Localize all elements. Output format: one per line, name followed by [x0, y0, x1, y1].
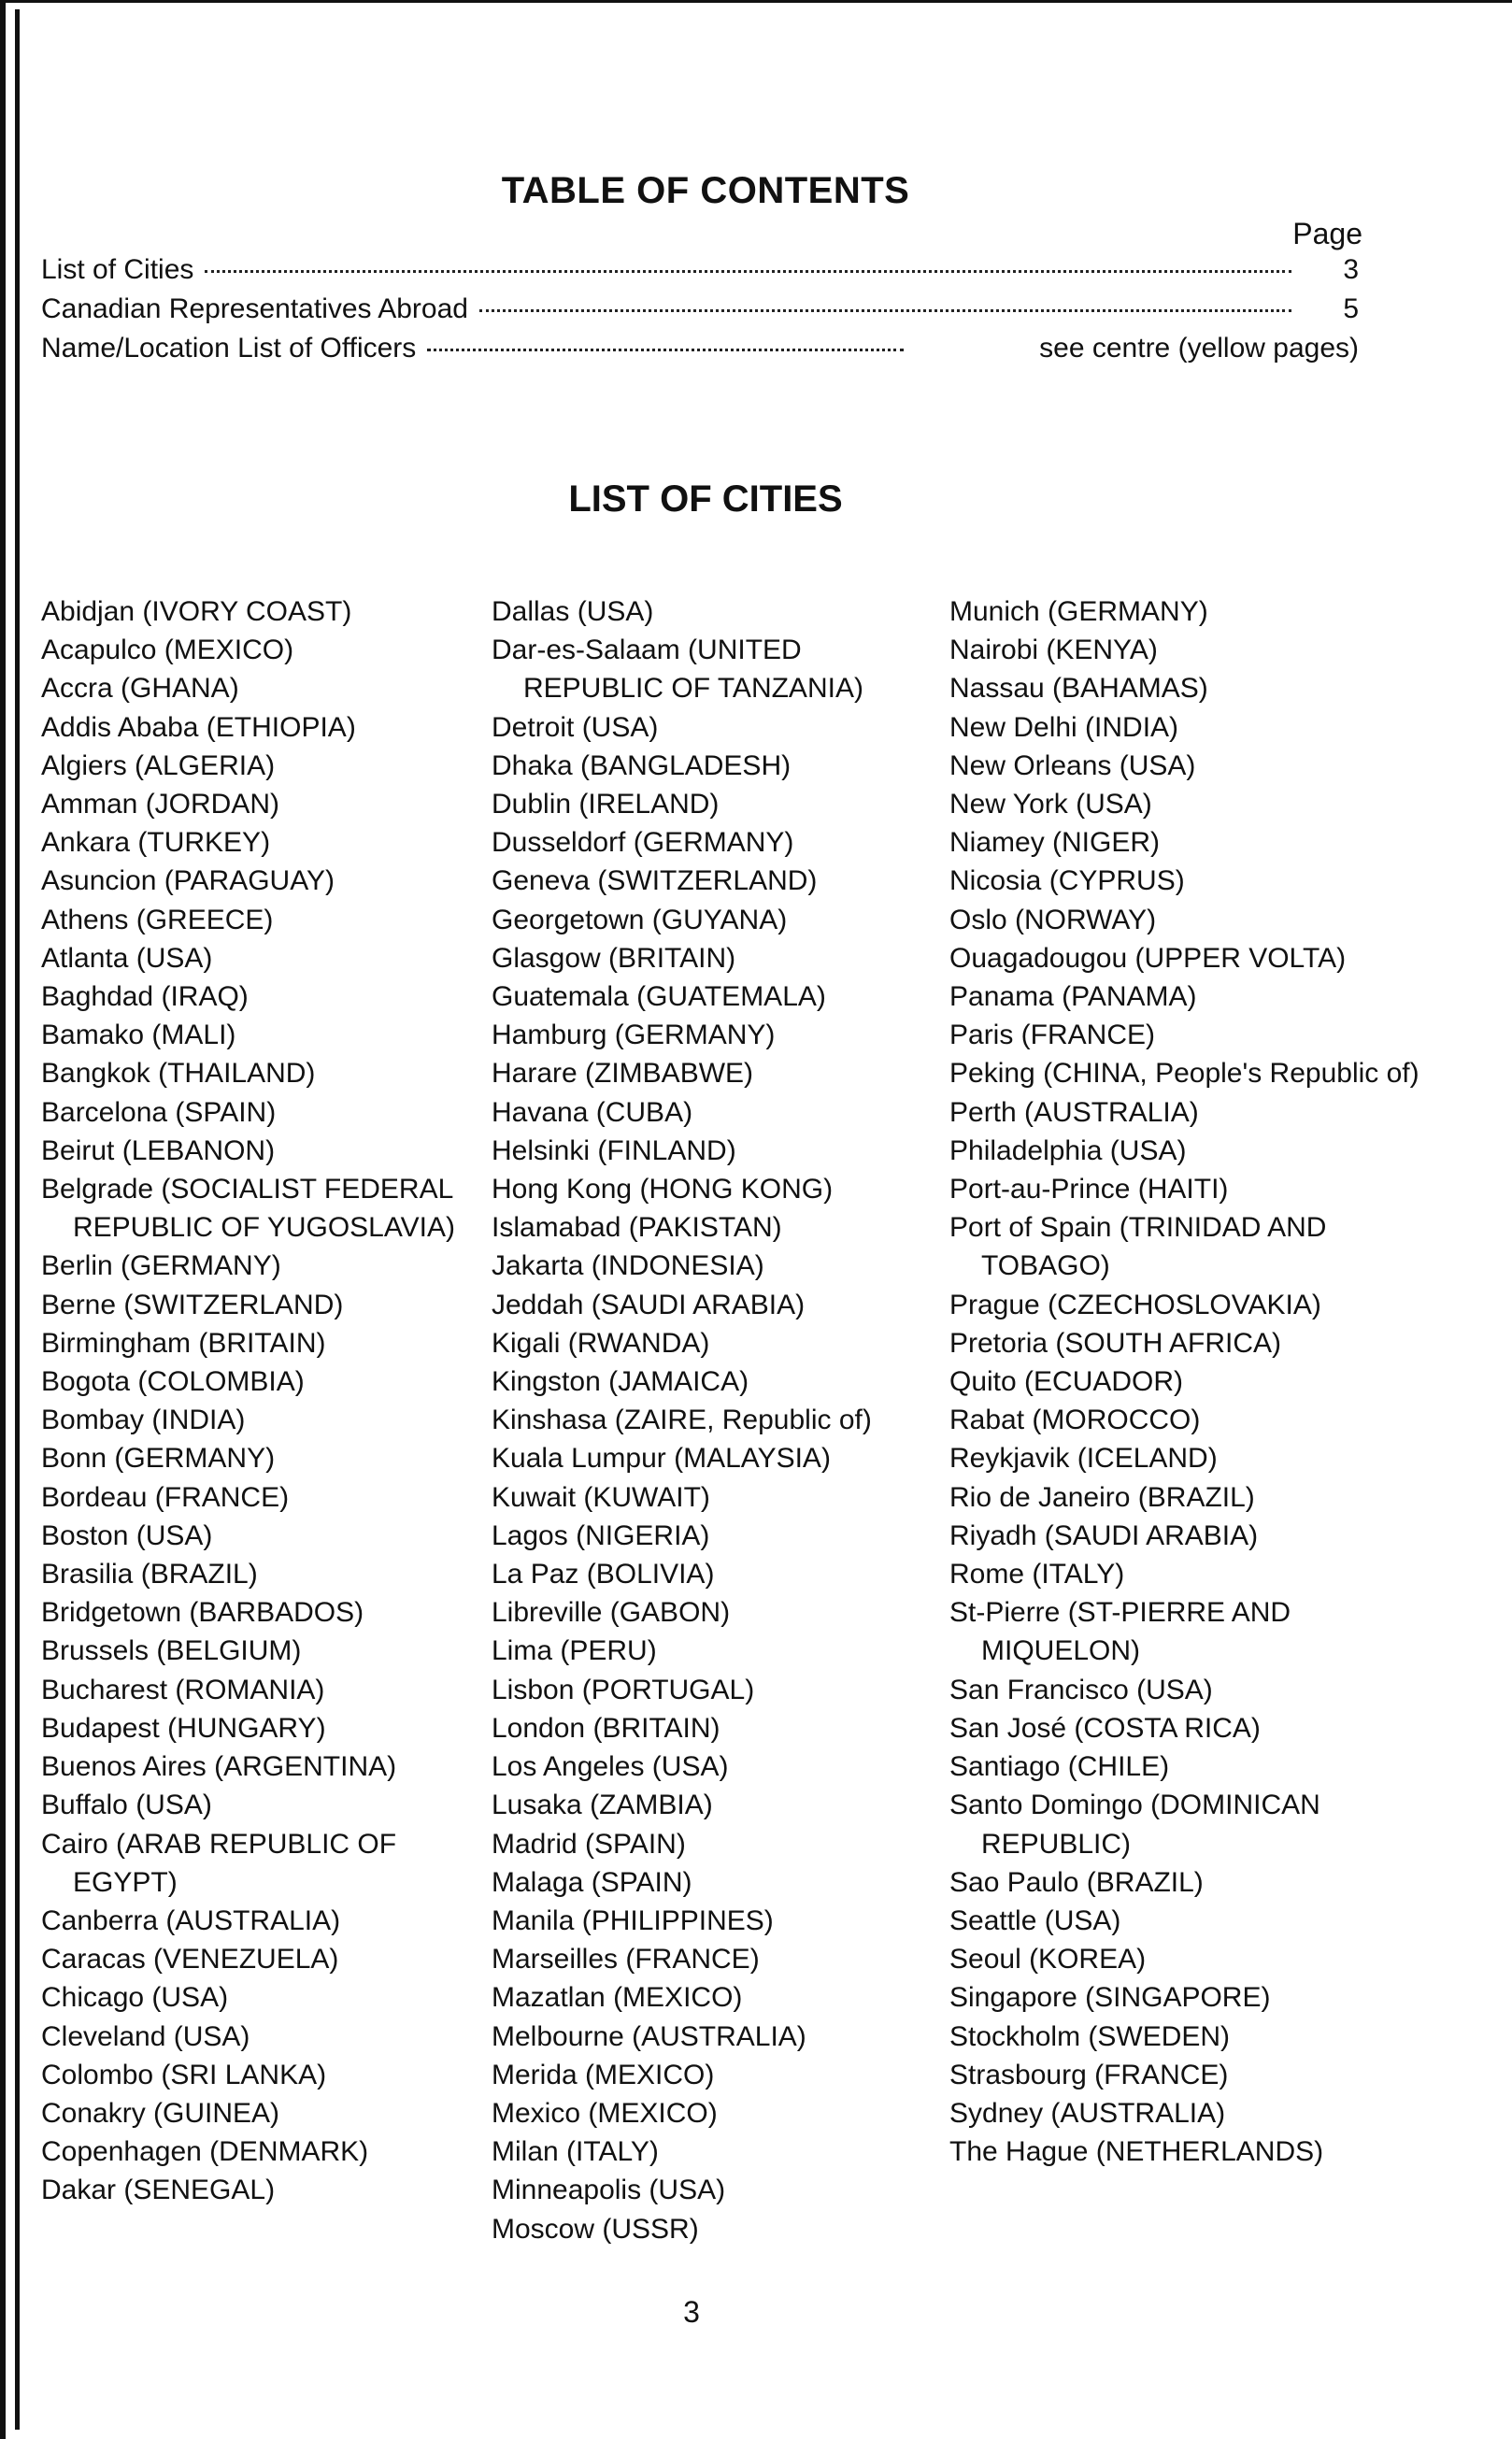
city-entry: Dar-es-Salaam (UNITED REPUBLIC OF TANZANIA): [492, 635, 863, 705]
city-entry: Beirut (LEBANON): [41, 1134, 276, 1166]
city-entry: Kingston (JAMAICA): [492, 1366, 749, 1398]
city-entry: Nassau (BAHAMAS): [949, 673, 1208, 705]
city-entry: Niamey (NIGER): [949, 827, 1161, 859]
city-entry: Dallas (USA): [492, 596, 654, 627]
city-entry: Acapulco (MEXICO): [41, 635, 294, 666]
city-entry: Ankara (TURKEY): [41, 827, 271, 859]
city-entry: Conakry (GUINEA): [41, 2097, 280, 2129]
city-entry: Mazatlan (MEXICO): [492, 1982, 743, 2014]
toc-item-label: List of Cities: [41, 254, 194, 285]
city-entry: Port of Spain (TRINIDAD AND TOBAGO): [949, 1212, 1327, 1282]
city-entry: Addis Ababa (ETHIOPIA): [41, 711, 356, 743]
page-number: 3: [683, 2295, 700, 2329]
city-entry: San Francisco (USA): [949, 1674, 1213, 1705]
city-entry: New Orleans (USA): [949, 749, 1196, 781]
city-entry: Mexico (MEXICO): [492, 2097, 718, 2129]
city-entry: Dakar (SENEGAL): [41, 2175, 276, 2206]
city-entry: Caracas (VENEZUELA): [41, 1944, 339, 1975]
page-top-edge: [0, 0, 1512, 3]
city-entry: Berne (SWITZERLAND): [41, 1289, 344, 1320]
city-entry: Seattle (USA): [949, 1904, 1121, 1936]
city-entry: The Hague (NETHERLANDS): [949, 2136, 1324, 2168]
city-entry: Quito (ECUADOR): [949, 1366, 1184, 1398]
city-entry: Panama (PANAMA): [949, 981, 1197, 1013]
city-entry: Bordeau (FRANCE): [41, 1481, 290, 1513]
city-entry: Hong Kong (HONG KONG): [492, 1174, 834, 1205]
city-entry: Bangkok (THAILAND): [41, 1058, 316, 1090]
city-entry: Minneapolis (USA): [492, 2175, 726, 2206]
city-entry: Bridgetown (BARBADOS): [41, 1597, 364, 1629]
city-entry: Boston (USA): [41, 1519, 213, 1551]
city-entry: Peking (CHINA, People's Republic of): [949, 1058, 1419, 1090]
city-entry: Buenos Aires (ARGENTINA): [41, 1751, 397, 1783]
city-entry: Lusaka (ZAMBIA): [492, 1790, 713, 1821]
city-entry: Rome (ITALY): [949, 1559, 1125, 1590]
city-entry: Libreville (GABON): [492, 1597, 731, 1629]
city-entry: Bombay (INDIA): [41, 1405, 246, 1436]
city-entry: Berlin (GERMANY): [41, 1250, 281, 1282]
toc-item: [41, 293, 1359, 333]
city-entry: Singapore (SINGAPORE): [949, 1982, 1271, 2014]
toc-leader-dots: [427, 349, 904, 351]
city-entry: Lagos (NIGERIA): [492, 1519, 710, 1551]
city-column-3: [949, 592, 1435, 2171]
city-entry: San José (COSTA RICA): [949, 1712, 1261, 1744]
city-entry: Melbourne (AUSTRALIA): [492, 2020, 806, 2052]
city-entry: Atlanta (USA): [41, 942, 213, 974]
city-entry: Athens (GREECE): [41, 904, 274, 935]
toc-page-heading: Page: [1292, 217, 1362, 250]
city-entry: Prague (CZECHOSLOVAKIA): [949, 1289, 1321, 1320]
city-entry: Geneva (SWITZERLAND): [492, 865, 818, 897]
city-entry: Madrid (SPAIN): [492, 1828, 686, 1860]
city-entry: Riyadh (SAUDI ARABIA): [949, 1519, 1259, 1551]
city-column-1: [41, 592, 480, 2210]
city-entry: Lima (PERU): [492, 1635, 657, 1667]
city-entry: Algiers (ALGERIA): [41, 749, 276, 781]
city-entry: Brussels (BELGIUM): [41, 1635, 302, 1667]
city-entry: Rabat (MOROCCO): [949, 1405, 1201, 1436]
toc-list: [41, 254, 1359, 372]
city-entry: Asuncion (PARAGUAY): [41, 865, 335, 897]
city-entry: Hamburg (GERMANY): [492, 1020, 776, 1051]
city-entry: Budapest (HUNGARY): [41, 1712, 326, 1744]
city-entry: Ouagadougou (UPPER VOLTA): [949, 942, 1347, 974]
city-entry: Pretoria (SOUTH AFRICA): [949, 1327, 1282, 1359]
city-entry: St-Pierre (ST-PIERRE AND MIQUELON): [949, 1597, 1291, 1667]
city-entry: Kinshasa (ZAIRE, Republic of): [492, 1405, 872, 1436]
city-column-2: [492, 592, 931, 2248]
city-entry: Perth (AUSTRALIA): [949, 1096, 1199, 1128]
city-entry: Helsinki (FINLAND): [492, 1134, 736, 1166]
city-entry: Lisbon (PORTUGAL): [492, 1674, 755, 1705]
city-entry: Santo Domingo (DOMINICAN REPUBLIC): [949, 1790, 1320, 1860]
toc-item: [41, 333, 1359, 372]
city-entry: Reykjavik (ICELAND): [949, 1443, 1218, 1475]
city-entry: Birmingham (BRITAIN): [41, 1327, 326, 1359]
city-entry: Abidjan (IVORY COAST): [41, 596, 352, 627]
city-entry: Copenhagen (DENMARK): [41, 2136, 369, 2168]
city-entry: Dusseldorf (GERMANY): [492, 827, 794, 859]
city-entry: Bogota (COLOMBIA): [41, 1366, 305, 1398]
city-entry: Detroit (USA): [492, 711, 659, 743]
city-entry: Paris (FRANCE): [949, 1020, 1156, 1051]
city-entry: Rio de Janeiro (BRAZIL): [949, 1481, 1255, 1513]
city-entry: Buffalo (USA): [41, 1790, 212, 1821]
cities-title: LIST OF CITIES: [568, 478, 843, 520]
city-entry: New Delhi (INDIA): [949, 711, 1179, 743]
city-entry: Kuala Lumpur (MALAYSIA): [492, 1443, 831, 1475]
city-entry: Jeddah (SAUDI ARABIA): [492, 1289, 806, 1320]
city-entry: Dhaka (BANGLADESH): [492, 749, 792, 781]
city-entry: Havana (CUBA): [492, 1096, 693, 1128]
city-entry: London (BRITAIN): [492, 1712, 720, 1744]
city-entry: Accra (GHANA): [41, 673, 239, 705]
city-entry: Philadelphia (USA): [949, 1134, 1187, 1166]
city-entry: Santiago (CHILE): [949, 1751, 1170, 1783]
city-entry: Cairo (ARAB REPUBLIC OF EGYPT): [41, 1828, 397, 1898]
toc-item-page: 3: [1343, 254, 1359, 285]
city-entry: Oslo (NORWAY): [949, 904, 1157, 935]
city-entry: Bucharest (ROMANIA): [41, 1674, 325, 1705]
city-entry: Chicago (USA): [41, 1982, 229, 2014]
city-entry: Moscow (USSR): [492, 2213, 699, 2245]
city-entry: New York (USA): [949, 789, 1152, 820]
city-entry: Sydney (AUSTRALIA): [949, 2097, 1226, 2129]
toc-title: TABLE OF CONTENTS: [501, 170, 910, 211]
city-entry: Merida (MEXICO): [492, 2059, 715, 2090]
city-entry: Bamako (MALI): [41, 1020, 236, 1051]
city-entry: Stockholm (SWEDEN): [949, 2020, 1231, 2052]
city-entry: Nicosia (CYPRUS): [949, 865, 1185, 897]
toc-leader-dots: [205, 270, 1291, 273]
city-entry: Cleveland (USA): [41, 2020, 250, 2052]
city-entry: Glasgow (BRITAIN): [492, 942, 736, 974]
city-entry: Belgrade (SOCIALIST FEDERAL REPUBLIC OF YUGOSLAVIA): [41, 1174, 455, 1244]
toc-item: [41, 254, 1359, 293]
city-entry: Manila (PHILIPPINES): [492, 1904, 774, 1936]
city-entry: Islamabad (PAKISTAN): [492, 1212, 782, 1244]
city-entry: Barcelona (SPAIN): [41, 1096, 277, 1128]
toc-item-page: see centre (yellow pages): [1039, 333, 1359, 364]
city-entry: Bonn (GERMANY): [41, 1443, 276, 1475]
city-entry: Port-au-Prince (HAITI): [949, 1174, 1229, 1205]
city-entry: Strasbourg (FRANCE): [949, 2059, 1229, 2090]
city-entry: Malaga (SPAIN): [492, 1866, 692, 1898]
city-entry: Brasilia (BRAZIL): [41, 1559, 258, 1590]
toc-item-page: 5: [1343, 293, 1359, 324]
city-entry: Amman (JORDAN): [41, 789, 280, 820]
city-entry: Sao Paulo (BRAZIL): [949, 1866, 1204, 1898]
city-entry: Dublin (IRELAND): [492, 789, 720, 820]
city-entry: Guatemala (GUATEMALA): [492, 981, 826, 1013]
city-entry: Kigali (RWANDA): [492, 1327, 710, 1359]
city-entry: Jakarta (INDONESIA): [492, 1250, 764, 1282]
city-entry: Seoul (KOREA): [949, 1944, 1147, 1975]
toc-item-label: Name/Location List of Officers: [41, 333, 417, 364]
toc-leader-dots: [479, 309, 1291, 312]
city-entry: Canberra (AUSTRALIA): [41, 1904, 341, 1936]
city-entry: La Paz (BOLIVIA): [492, 1559, 715, 1590]
city-entry: Harare (ZIMBABWE): [492, 1058, 754, 1090]
city-entry: Colombo (SRI LANKA): [41, 2059, 327, 2090]
city-entry: Kuwait (KUWAIT): [492, 1481, 710, 1513]
city-entry: Marseilles (FRANCE): [492, 1944, 760, 1975]
binding-edge: [0, 0, 45, 2439]
city-entry: Georgetown (GUYANA): [492, 904, 788, 935]
city-entry: Nairobi (KENYA): [949, 635, 1158, 666]
toc-item-label: Canadian Representatives Abroad: [41, 293, 468, 324]
city-entry: Munich (GERMANY): [949, 596, 1208, 627]
city-entry: Milan (ITALY): [492, 2136, 659, 2168]
city-entry: Los Angeles (USA): [492, 1751, 729, 1783]
city-entry: Baghdad (IRAQ): [41, 981, 249, 1013]
